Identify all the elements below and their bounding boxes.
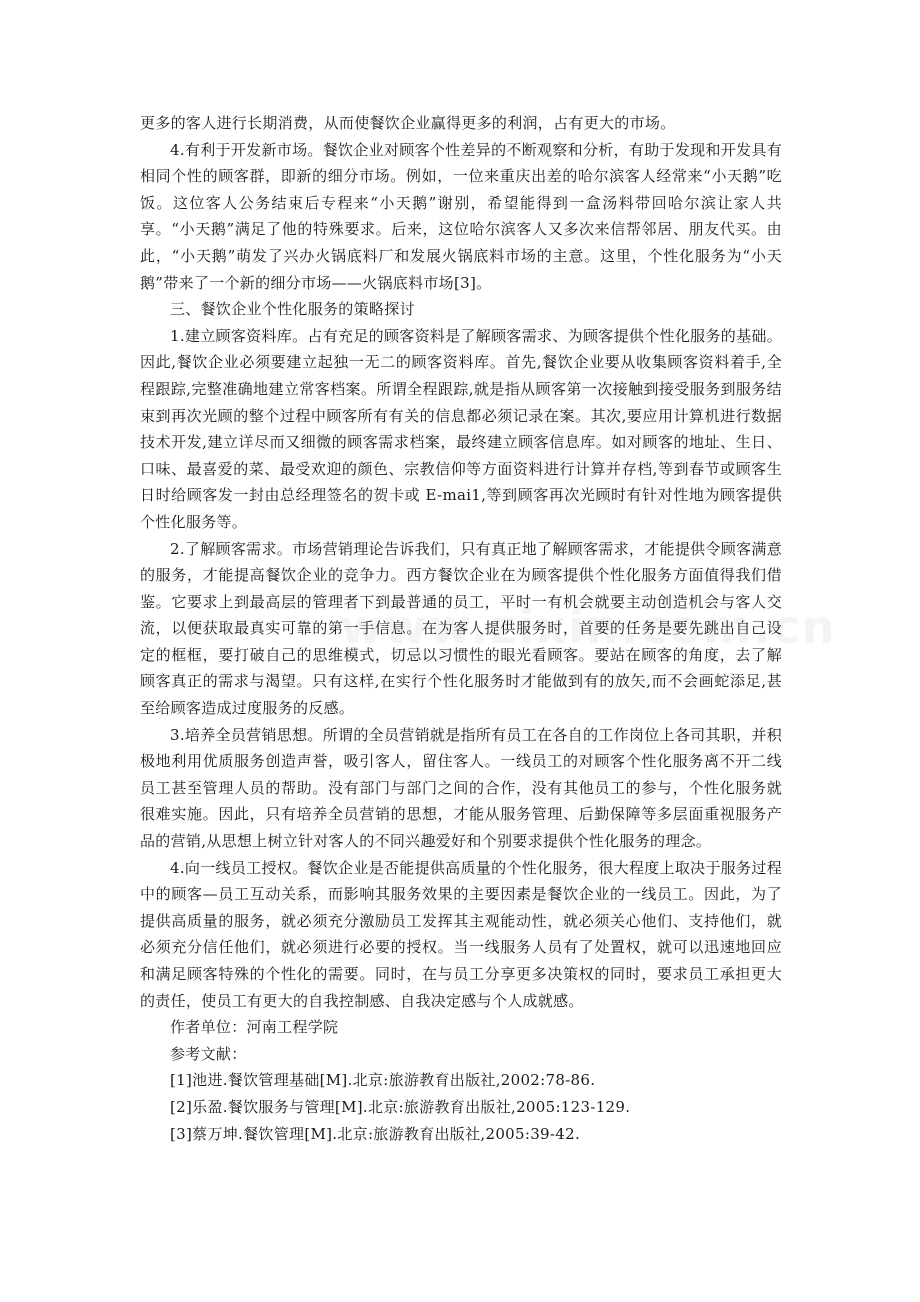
author-unit: 作者单位：河南工程学院 bbox=[170, 1018, 339, 1037]
paragraph-customer-database: 1.建立顾客资料库。占有充足的顾客资料是了解顾客需求、为顾客提供个性化服务的基础。因此,餐饮企业必须要建立起独一无二的顾客资料库。首先,餐饮企业要从收集顾客资料着手,全程跟踪,完整准确地建立常客档案。所谓全程跟踪,就是指从顾客第一次接触到接受服务到服务结束到再次光顾的整个过程中顾客所有有关的信息都必须记录在案。其次,要应用计算机进行数据技术开发,建立详尽而又细微的顾客需求档案，最终建立顾客信息库。如对顾客的地址、生日、口味、最喜爱的菜、最受欢迎的颜色、宗教信仰等方面资料进行计算并存档,等到春节或顾客生日时给顾客发一封由总经理签名的贺卡或 E-mai1,等到顾客再次光顾时有针对性地为顾客提供个性化服务等。 bbox=[140, 326, 782, 531]
references-heading: 参考文献： bbox=[170, 1044, 247, 1063]
reference-item: [3]蔡万坤.餐饮管理[M].北京:旅游教育出版社,2005:39-42. bbox=[170, 1124, 581, 1143]
reference-item: [1]池进.餐饮管理基础[M].北京:旅游教育出版社,2002:78-86. bbox=[170, 1071, 596, 1090]
paragraph-customer-needs: 2.了解顾客需求。市场营销理论告诉我们，只有真正地了解顾客需求，才能提供令顾客满意的服务，才能提高餐饮企业的竞争力。西方餐饮企业在为顾客提供个性化服务方面值得我们借鉴。它要求上到最高层的管理者下到最普通的员工，平时一有机会就要主动创造机会与客人交流，以便获取最真实可靠的第一手信息。在为客人提供服务时，首要的任务是要先跳出自己设定的框框，要打破自己的思维模式，切忌以习惯性的眼光看顾客。要站在顾客的角度，去了解顾客真正的需求与渴望。只有这样,在实行个性化服务时才能做到有的放矢,而不会画蛇添足,甚至给顾客造成过度服务的反感。 bbox=[140, 539, 782, 718]
paragraph-full-staff-marketing: 3.培养全员营销思想。所谓的全员营销就是指所有员工在各自的工作岗位上各司其职，并积极地利用优质服务创造声誉，吸引客人，留住客人。一线员工的对顾客个性化服务离不开二线员工甚至管理人员的帮助。没有部门与部门之间的合作，没有其他员工的参与，个性化服务就很难实施。因此，只有培养全员营销的思想，才能从服务管理、后勤保障等多层面重视服务产品的营销,从思想上树立针对客人的不同兴趣爱好和个别要求提供个性化服务的理念。 bbox=[140, 725, 782, 851]
section-heading-strategies: 三、餐饮企业个性化服务的策略探讨 bbox=[170, 300, 415, 319]
paragraph-empower-staff: 4.向一线员工授权。餐饮企业是否能提供高质量的个性化服务，很大程度上取决于服务过程中的顾客—员工互动关系，而影响其服务效果的主要因素是餐饮企业的一线员工。因此，为了提供高质量的服务，就必须充分激励员工发挥其主观能动性，就必须关心他们、支持他们，就必须充分信任他们，就必须进行必要的授权。当一线服务人员有了处置权，就可以迅速地回应和满足顾客特殊的个性化的需要。同时，在与员工分享更多决策权的同时，要求员工承担更大的责任，使员工有更大的自我控制感、自我决定感与个人成就感。 bbox=[140, 858, 782, 1010]
paragraph-new-market: 4.有利于开发新市场。餐饮企业对顾客个性差异的不断观察和分析，有助于发现和开发具有相同个性的顾客群，即新的细分市场。例如，一位来重庆出差的哈尔滨客人经常来“小天鹅”吃饭。这位客人公务结束后专程来“小天鹅”谢别，希望能得到一盒汤料带回哈尔滨让家人共享。“小天鹅”满足了他的特殊要求。后来，这位哈尔滨客人又多次来信帮邻居、朋友代买。由此，“小天鹅”萌发了兴办火锅底料厂和发展火锅底料市场的主意。这里，个性化服务为“小天鹅”带来了一个新的细分市场——火锅底料市场[3]。 bbox=[140, 140, 782, 292]
document-body bbox=[140, 110, 782, 1147]
paragraph-continuation: 更多的客人进行长期消费，从而使餐饮企业赢得更多的利润，占有更大的市场。 bbox=[140, 114, 676, 132]
reference-item: [2]乐盈.餐饮服务与管理[M].北京:旅游教育出版社,2005:123-129. bbox=[170, 1097, 631, 1116]
